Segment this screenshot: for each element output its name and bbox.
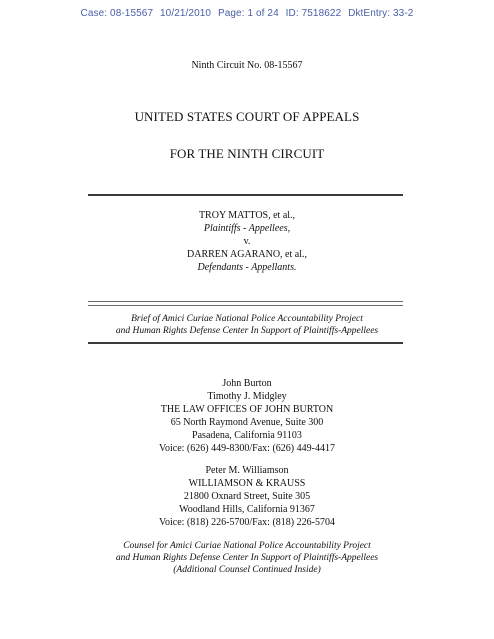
counsel-line: Voice: (626) 449-8300/Fax: (626) 449-4417: [159, 443, 335, 455]
divider-brief-top: [88, 301, 403, 302]
counsel-line: Timothy J. Midgley: [207, 391, 287, 403]
case-header-stamp: [0, 8, 494, 19]
footer-line: Counsel for Amici Curiae National Police Accountability Project: [123, 541, 371, 551]
divider-brief-top-second: [88, 305, 403, 306]
court-title-line1: UNITED STATES COURT OF APPEALS: [134, 109, 360, 124]
stamp-case: Case: 08-15567: [80, 8, 154, 19]
counsel-for-note: [0, 540, 494, 577]
counsel-line: Voice: (818) 226-5700/Fax: (818) 226-5704: [159, 517, 335, 529]
counsel-line: Pasadena, California 91103: [192, 430, 302, 442]
brief-title: [0, 313, 494, 337]
counsel-line: Peter M. Williamson: [205, 465, 289, 476]
court-title-line2: FOR THE NINTH CIRCUIT: [169, 146, 325, 161]
counsel-line: THE LAW OFFICES OF JOHN BURTON: [160, 404, 334, 416]
brief-title-line: Brief of Amici Curiae National Police Accountability Project: [131, 314, 363, 324]
footer-line: (Additional Counsel Continued Inside): [173, 565, 321, 576]
plaintiff-role: Plaintiffs - Appellees,: [203, 223, 291, 234]
counsel-block-burton: [0, 377, 494, 456]
stamp-page: Page: 1 of 24: [217, 8, 279, 19]
footer-line: and Human Rights Defense Center In Support of Plaintiffs-Appellees: [115, 553, 379, 564]
counsel-line: Woodland Hills, California 91367: [179, 504, 315, 516]
stamp-id: ID: 7518622: [285, 8, 342, 19]
stamp-date: 10/21/2010: [160, 8, 212, 19]
counsel-line: John Burton: [222, 378, 272, 389]
counsel-line: 65 North Raymond Avenue, Suite 300: [170, 417, 324, 429]
stamp-docket: DktEntry: 33-2: [348, 8, 414, 19]
defendant-name: DARREN AGARANO, et al.,: [187, 249, 307, 260]
counsel-line: WILLIAMSON & KRAUSS: [188, 478, 306, 490]
counsel-block-williamson: [0, 464, 494, 529]
counsel-line: 21800 Oxnard Street, Suite 305: [183, 491, 311, 503]
case-caption: [0, 209, 494, 274]
versus: v.: [243, 236, 251, 247]
brief-title-line: and Human Rights Defense Center In Support of Plaintiffs-Appellees: [115, 326, 379, 336]
circuit-number: Ninth Circuit No. 08-15567: [191, 60, 303, 71]
divider-brief-bottom: [88, 342, 403, 344]
defendant-role: Defendants - Appellants.: [197, 262, 297, 273]
divider-top: [88, 194, 403, 196]
plaintiff-name: TROY MATTOS, et al.,: [198, 210, 296, 221]
